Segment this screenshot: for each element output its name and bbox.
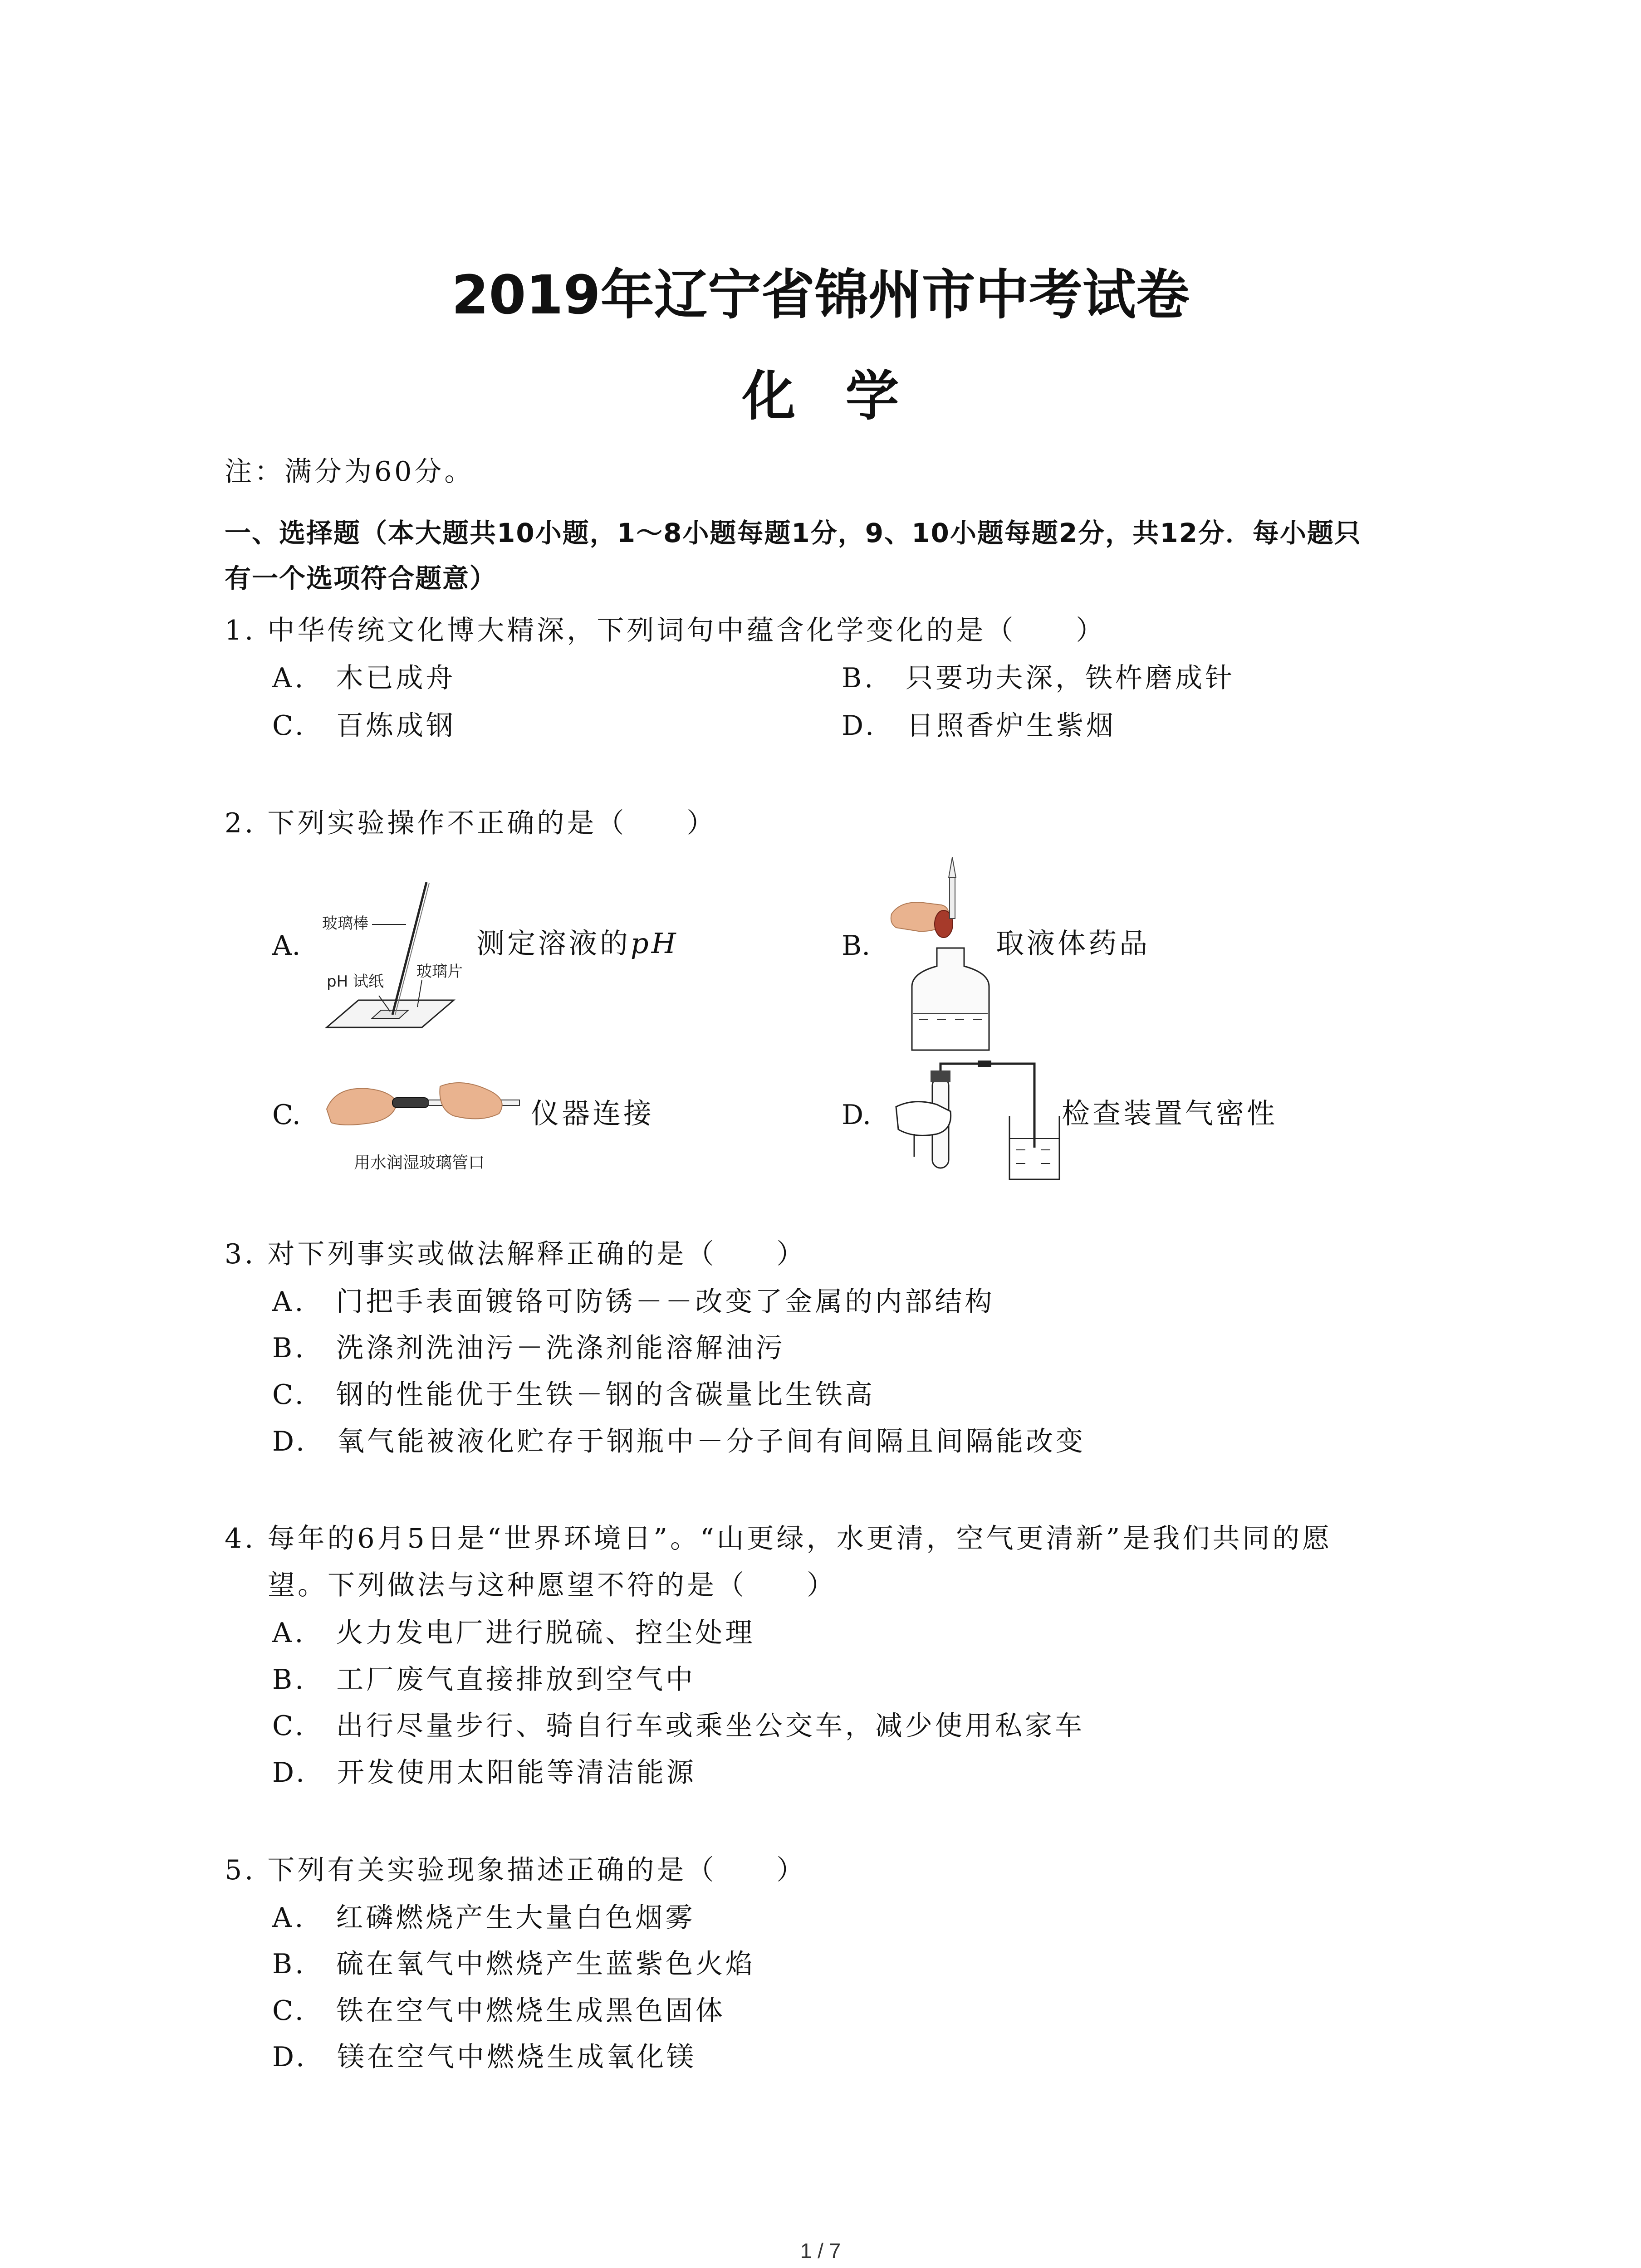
- question-2-option-b-letter: B.: [842, 930, 871, 962]
- question-4-stem-line1: 4. 每年的6月5日是“世界环境日”。“山更绿，水更清，空气更清新”是我们共同的愿: [225, 1523, 1332, 1554]
- question-3-stem: 3. 对下列事实或做法解释正确的是（ ）: [225, 1238, 807, 1270]
- question-1-option-b: B. 只要功夫深，铁杵磨成针: [842, 662, 1235, 694]
- section-heading-line2: 有一个选项符合题意）: [225, 563, 497, 594]
- ph-test-figure: [318, 878, 472, 1034]
- question-4-option-b: B. 工厂废气直接排放到空气中: [272, 1664, 696, 1696]
- question-2-option-d-letter: D.: [842, 1099, 872, 1131]
- question-5-stem: 5. 下列有关实验现象描述正确的是（ ）: [225, 1854, 807, 1886]
- glass-rod-label: 玻璃棒: [322, 914, 368, 933]
- instrument-connection-figure: [318, 1059, 535, 1177]
- question-3-option-c: C. 钢的性能优于生铁－钢的含碳量比生铁高: [272, 1379, 875, 1411]
- question-5-option-c: C. 铁在空气中燃烧生成黑色固体: [272, 1995, 725, 2027]
- wet-glass-tube-label: 用水润湿玻璃管口: [354, 1154, 485, 1172]
- question-2-stem: 2. 下列实验操作不正确的是（ ）: [225, 807, 717, 839]
- page-number: 1 / 7: [800, 2239, 841, 2263]
- question-3-option-b: B. 洗涤剂洗油污－洗涤剂能溶解油污: [272, 1332, 786, 1364]
- question-5-option-b: B. 硫在氧气中燃烧产生蓝紫色火焰: [272, 1948, 756, 1980]
- subject-title: 化学: [742, 365, 949, 427]
- question-2-option-d-caption: 检查装置气密性: [1062, 1097, 1278, 1130]
- ph-paper-label: pH 试纸: [327, 973, 384, 991]
- question-1-option-d: D. 日照香炉生紫烟: [842, 710, 1117, 742]
- question-3-option-a: A. 门把手表面镀铬可防锈－－改变了金属的内部结构: [272, 1286, 995, 1318]
- question-4-stem-line2: 望。下列做法与这种愿望不符的是（ ）: [268, 1569, 837, 1601]
- question-1-option-a: A. 木已成舟: [272, 662, 456, 694]
- ph-caption-italic: pH: [631, 927, 679, 960]
- question-1-stem: 1. 中华传统文化博大精深，下列词句中蕴含化学变化的是（ ）: [225, 615, 1106, 646]
- exam-title: 2019年辽宁省锦州市中考试卷: [451, 264, 1190, 326]
- question-2-option-a-caption: [476, 925, 679, 962]
- ph-caption-text: 测定溶液的: [476, 927, 631, 960]
- question-2-option-b-caption: 取液体药品: [996, 927, 1151, 960]
- question-2-option-c-caption: 仪器连接: [531, 1097, 655, 1130]
- question-4-option-d: D. 开发使用太阳能等清洁能源: [272, 1757, 697, 1789]
- question-5-option-d: D. 镁在空气中燃烧生成氧化镁: [272, 2041, 697, 2073]
- glass-plate-label: 玻璃片: [416, 963, 463, 981]
- score-note: 注：满分为60分。: [225, 456, 475, 488]
- section-heading-line1: 一、选择题（本大题共10小题，1～8小题每题1分，9、10小题每题2分，共12分．每小题只: [225, 518, 1362, 548]
- question-2-option-c-letter: C.: [272, 1099, 301, 1131]
- airtightness-check-figure: [887, 1057, 1068, 1184]
- question-5-option-a: A. 红磷燃烧产生大量白色烟雾: [272, 1902, 696, 1934]
- question-2-option-a-letter: A.: [272, 930, 301, 962]
- question-1-option-c: C. 百炼成钢: [272, 710, 456, 742]
- question-4-option-a: A. 火力发电厂进行脱硫、控尘处理: [272, 1617, 755, 1649]
- question-4-option-c: C. 出行尽量步行、骑自行车或乘坐公交车，减少使用私家车: [272, 1710, 1085, 1742]
- liquid-reagent-figure: [887, 850, 996, 1055]
- question-3-option-d: D. 氧气能被液化贮存于钢瓶中－分子间有间隔且间隔能改变: [272, 1426, 1086, 1457]
